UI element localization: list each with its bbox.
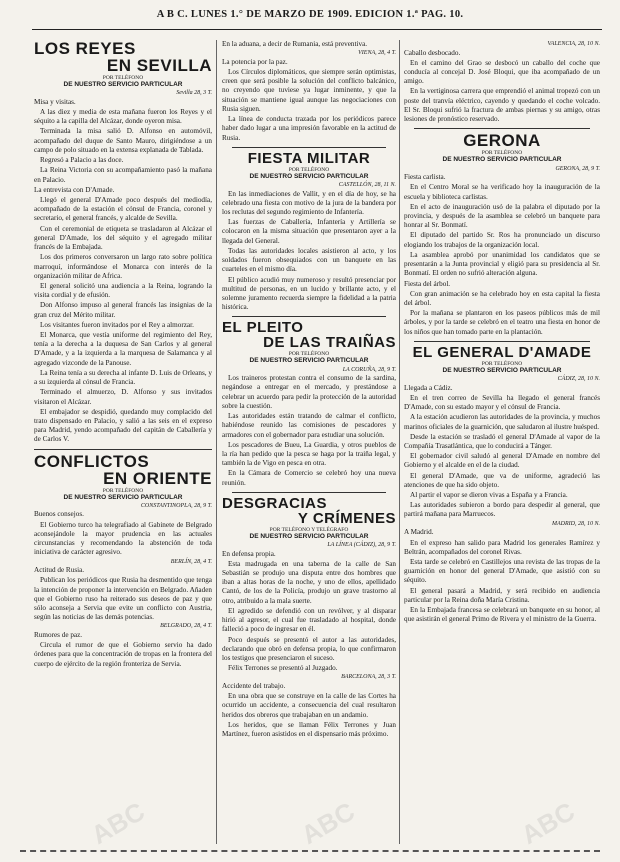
headline-line-2: Y CRÍMENES [297, 509, 396, 527]
paragraph: El Gobierno turco ha telegrafiado al Gabinete de Belgrado aconsejándole la mayor prudencia en las actuales circunstancias y recomendando la abstención de toda iniciativa de carácter agresivo. [34, 520, 212, 557]
paragraph: El diputado del partido Sr. Ros ha pronunciado un discurso elogiando los trabajos de la organización local. [404, 231, 600, 249]
headline-line-2: DE LAS TRAIÑAS [263, 334, 396, 352]
headline: GERONA [463, 131, 541, 151]
paragraph: Todas las autoridades locales asistieron al acto, y los soldados fueron obsequiados con un banquete en las cuarteles en el mismo día. [222, 246, 396, 274]
service-label: DE NUESTRO SERVICIO PARTICULAR [63, 493, 183, 501]
paragraph: Esta madrugada en una taberna de la calle de San Sebastián se produjo una disputa entre dos hombres que iban a altas horas de la noche, y uno de ellos, apellidado Cantó, de los de la Policía, produjo un grave trastorno al otro, atribuido a la mala suerte. [222, 559, 396, 605]
paragraph: Regresó a Palacio a las doce. [40, 156, 124, 165]
headline-line-2: EN ORIENTE [103, 468, 212, 488]
paragraph: Don Alfonso impuso al general francés las insignias de la gran cruz del Mérito militar. [34, 301, 212, 319]
dateline: BELGRADO, 28, 4 T. [160, 623, 212, 630]
service-label: DE NUESTRO SERVICIO PARTICULAR [442, 156, 562, 164]
paragraph: Los traineros protestan contra el consumo de la sardina, negándose a entregar en el mercado, y prestándose a celebrar un acuerdo para pedir la protección de la autoridad sobre la cuestión. [222, 374, 396, 410]
dateline: BARCELONA, 28, 3 T. [341, 674, 396, 681]
paragraph: El Monarca, que vestía uniforme del regimiento del Rey, tenía a la derecha a la duquesa de San Carlos y al general D'Amade, y a la izquierda a la marquesa de Salamanca y al agregado vizconde de la Panouse. [34, 331, 212, 367]
paragraph: El gobernador civil saludó al general D'Amade en nombre del Gobierno y el alcalde en el de la ciudad. [404, 452, 600, 470]
paragraph: Félix Terrones se presentó al Juzgado. [228, 664, 338, 673]
paragraph: En el expreso han salido para Madrid los generales Ramírez y Beltrán, acompañados del coronel Rivas. [404, 538, 600, 556]
paragraph: En la vertiginosa carrera que emprendió el animal tropezó con un poste del tranvía eléctrico, cayendo y quedando el coche volcado. El Sr. Bloqui sufrió la fractura de ambas piernas y su amigo, otras lesiones de pronóstico reservado. [404, 87, 600, 124]
footer-rule [20, 850, 600, 858]
column-2 [222, 40, 396, 844]
paragraph: Los visitantes fueron invitados por el Rey a almorzar. [40, 320, 194, 329]
paragraph: La asamblea aprobó por unanimidad los candidatos que se presentarán a la Junta provincial y eligió para su presidencia al Sr. Bonmatí. El orden no sufrió alteración alguna. [404, 250, 600, 278]
column-divider [399, 40, 400, 844]
paragraph: Accidente del trabajo. [222, 682, 286, 691]
paragraph: Con gran animación se ha celebrado hoy en esta capital la fiesta del árbol. [404, 289, 600, 307]
dateline: LA CORUÑA, 28, 9 T. [342, 366, 396, 373]
paragraph: Las fuerzas de Caballería, Infantería y Artillería se colocaron en la misma situación que presentaron ayer a la llegada del General. [222, 218, 396, 245]
service-label: DE NUESTRO SERVICIO PARTICULAR [63, 81, 183, 89]
paragraph: En el tren correo de Sevilla ha llegado el general francés D'Amade, con su estado mayor y el cónsul de Francia. [404, 393, 600, 412]
paragraph: Misa y visitas. [34, 97, 76, 106]
paragraph: Al partir el vapor se dieron vivas a España y a Francia. [410, 491, 568, 500]
headline-subtitle: POR TELÉFONO [102, 75, 144, 81]
paragraph: Los pescadores de Bueu, La Guardia, y otros pueblos de la ría han pedido que la pesca se haga por la traiña legal, y también la de Vigo en pesca en otra. [222, 440, 396, 468]
headline-line-1: CONFLICTOS [34, 451, 150, 471]
column-3 [404, 40, 600, 844]
dateline: CONSTANTINOPLA, 28, 9 T. [140, 502, 212, 509]
section-divider [232, 147, 386, 148]
section-divider [414, 128, 590, 129]
article-reyes [34, 40, 212, 445]
paragraph: En el camino del Grao se desbocó un caballo del coche que conducía al concejal D. José Bloqui, que iba acompañado de un amigo. [404, 58, 600, 86]
paragraph: En las inmediaciones de Vallit, y en el día de hoy, se ha celebrado una fiesta con motivo de la jura de la bandera por los reclutas del segundo regimiento de Infantería. [222, 189, 396, 216]
paragraph: Actitud de Rusia. [34, 566, 85, 575]
article-fiesta-militar [222, 151, 396, 313]
headline: FIESTA MILITAR [247, 149, 371, 167]
paragraph: Los dos primeros conversaron un largo rato sobre política marroquí, informándose el Monarca con interés de la organización militar de Africa. [34, 253, 212, 280]
watermark: ABC [296, 795, 360, 851]
service-label: DE NUESTRO SERVICIO PARTICULAR [249, 172, 369, 180]
paragraph: El general solicitó una audiencia a la Reina, logrando la visita cordial y de efusión. [34, 281, 212, 300]
paragraph: Los heridos, que se llaman Félix Terrones y Juan Martínez, fueron asistidos en el dispensario más próximo. [222, 720, 396, 739]
paragraph: La línea de conducta trazada por los periódicos parece haber dado lugar a una impresión favorable en la actitud de Rusia. [222, 115, 396, 142]
paragraph: Fiesta carlista. [404, 173, 446, 182]
paragraph: Rumores de paz. [34, 631, 83, 640]
headline-line-1: LOS REYES [34, 40, 136, 58]
paragraph: Terminado el almuerzo, D. Alfonso y sus invitados visitaron el Alcázar. [34, 388, 212, 406]
paragraph: A Madrid. [404, 528, 434, 537]
paragraph: La entrevista con D'Amade. [34, 185, 115, 194]
dateline: BERLÍN, 28, 4 T. [170, 558, 212, 565]
paragraph: Circula el rumor de que el Gobierno servio ha dado órdenes para que la concentración de tropas en la frontera del cuerpo de ejército de la región fronteriza de Servia. [34, 641, 212, 668]
article-pleito-trainas [222, 320, 396, 487]
article-rumania-continued [222, 40, 396, 143]
paragraph: El embajador se despidió, quedando muy complacido del trato dispensado en Palacio, y salió a las seis en el expreso para Madrid, yendo acompañado del capitán de Caballería y de Carlos V. [34, 407, 212, 444]
headline-subtitle: POR TELÉFONO [102, 487, 144, 494]
dateline: Sevilla 28, 3 T. [176, 90, 212, 97]
paragraph: Fiesta del árbol. [404, 279, 451, 288]
headline-subtitle: POR TELÉFONO Y TELÉGRAFO [269, 526, 349, 533]
paragraph: Poco después se presentó el autor a las autoridades, declarando que obró en defensa propia, lo que confirmaron los testigos que presenciaron el suceso. [222, 635, 396, 662]
paragraph: Llegó el general D'Amade poco después del mediodía, acompañado de la estación el cónsul de Francia, coronel y secretario, el general francés, y alcalde de Sevilla. [34, 195, 212, 223]
header-rule [32, 29, 602, 30]
paragraph: Publican los periódicos que Rusia ha desmentido que tenga la intención de proponer la intervención en Belgrado. Añaden que el Gobierno ruso ha reiterado sus deseos de paz y que sólo aconseja a Servia que evite un conflicto con Austria, según las noticias de las demás potencias. [34, 576, 212, 622]
paragraph: El general D'Amade, que va de uniforme, agradeció las atenciones de que ha sido objeto. [404, 471, 600, 489]
paragraph: Esta tarde se celebró en Castillejos una revista de las tropas de la guarnición en honor del general D'Amade, que asistió con su séquito. [404, 557, 600, 585]
section-divider [232, 316, 386, 317]
page-header: A B C. LUNES 1.° DE MARZO DE 1909. EDICION 1.ª PAG. 10. [156, 9, 464, 20]
section-divider [414, 341, 590, 342]
paragraph: El público acudió muy numeroso y resultó presenciar por multitud de personas, en un lucido y brillante acto, y el solemne juramento recuerda siempre la fidelidad a la patria histórica. [222, 275, 396, 312]
column-1 [34, 40, 212, 844]
paragraph: La Reina Victoria con su acompañamiento pasó la mañana en Palacio. [34, 166, 212, 184]
dateline: GERONA, 28, 9 T. [555, 165, 600, 172]
article-conflictos [34, 453, 212, 669]
paragraph: El general pasará a Madrid, y será recibido en audiencia particular por la Reina doña María Cristina. [404, 586, 600, 604]
paragraph: En el acto de inauguración usó de la palabra el diputado por la provincia, y después de la asamblea se celebró un banquete para honrar al Sr. Bonmatí. [404, 202, 600, 230]
paragraph: Buenos consejos. [34, 510, 84, 519]
paragraph: En el Centro Moral se ha verificado hoy la inauguración de la escuela y biblioteca carlistas. [404, 183, 600, 201]
paragraph: Por la mañana se plantaron en los paseos públicos más de mil árboles, y por la tarde se celebró en el teatro una fiesta en honor de los niños que han tomado parte en la plantación. [404, 309, 600, 336]
section-divider [232, 492, 386, 493]
service-label: DE NUESTRO SERVICIO PARTICULAR [249, 532, 369, 540]
headline-line-1: EL PLEITO [222, 319, 304, 337]
dateline: MADRID, 28, 10 N. [552, 520, 600, 527]
paragraph: Las autoridades subieron a bordo para despedir al general, que partirá mañana para Marruecos. [404, 501, 600, 519]
paragraph: El agredido se defendió con un revólver, y al disparar hirió al agresor, el cual fue trasladado al hospital, donde falleció a poco de ingresar en él. [222, 606, 396, 634]
paragraph: La potencia por la paz. [222, 57, 288, 66]
headline-subtitle: POR TELÉFONO [288, 351, 330, 358]
column-divider [216, 40, 217, 844]
headline-line-1: DESGRACIAS [222, 494, 328, 512]
paragraph: Los Círculos diplomáticos, que siempre serán optimistas, creen que será posible la solución del conflicto balcánico, no creyendo que tuviese ya lugar inminente, y que la situación se mantiene igual aunque las negociaciones con Rusia siguen. [222, 68, 396, 113]
dateline: LA LÍNEA (CÁDIZ), 28, 9 T. [327, 542, 396, 548]
service-label: DE NUESTRO SERVICIO PARTICULAR [249, 357, 369, 365]
headline-subtitle: POR TELÉFONO [288, 166, 330, 173]
paragraph: A las diez y media de esta mañana fueron los Reyes y el séquito a la capilla del Alcázar, donde oyeron misa. [34, 108, 212, 126]
dateline: CASTELLÓN, 28, 11 N. [338, 181, 396, 188]
headline-line-2: EN SEVILLA [106, 56, 212, 75]
dateline: VIENA, 28, 4 T. [358, 50, 396, 57]
section-divider [34, 449, 212, 450]
paragraph: En la Cámara de Comercio se celebró hoy una nueva reunión. [222, 469, 396, 487]
paragraph: En defensa propia. [222, 549, 276, 558]
paragraph: Las autoridades están tratando de calmar el conflicto, habiéndose reunido las comisiones de pescadores y armadores con el gobernador para estudiar una solución. [222, 412, 396, 439]
paragraph: Con el ceremonial de etiqueta se trasladaron al Alcázar el general D'Amade, los del séquito y el agregado militar francés de la Embajada. [34, 224, 212, 252]
paragraph: En la Embajada francesa se celebrará un banquete en su honor, al que asistirán el general Primo de Rivera y el ministro de la Guerra. [404, 606, 600, 624]
paragraph: En una obra que se construye en la calle de las Cortes ha ocurrido un accidente, a consecuencia del cual resultaron heridos dos obreros que trabajaban en un andamio. [222, 692, 396, 719]
paragraph: Desde la estación se trasladó el general D'Amade al vapor de la Compañía Trasatlántica, que lo conducirá a Tánger. [404, 432, 600, 450]
paragraph: En la aduana, a decir de Rumania, está preventiva. [222, 40, 368, 48]
article-general-damade [404, 345, 600, 625]
watermark: ABC [516, 795, 580, 851]
headline: EL GENERAL D'AMADE [412, 343, 592, 361]
article-desgracias [222, 496, 396, 740]
headline-subtitle: POR TELÉFONO [481, 150, 523, 157]
dateline: VALENCIA, 28, 10 N. [547, 41, 600, 47]
article-gerona [404, 132, 600, 337]
dateline: CÁDIZ, 28, 10 N. [557, 376, 600, 383]
paragraph: Caballo desbocado. [404, 48, 461, 57]
paragraph: Terminada la misa salió D. Alfonso en automóvil, acompañado del duque de Santo Mauro, dirigiéndose a un campo de polo situado en la extensa explanada de Tablada. [34, 127, 212, 154]
headline-subtitle: POR TELÉFONO [481, 360, 523, 367]
article-caballo [404, 41, 600, 124]
paragraph: A la estación acudieron las autoridades de la provincia, y muchos marinos oficiales de la guarnición, que saludaron al ilustre huésped. [404, 413, 600, 431]
service-label: DE NUESTRO SERVICIO PARTICULAR [442, 366, 562, 374]
watermark: ABC [86, 795, 150, 851]
paragraph: La Reina tenía a su derecha al infante D. Luis de Orleans, y a su izquierda al cónsul de Francia. [34, 368, 212, 387]
paragraph: Llegada a Cádiz. [404, 383, 453, 392]
